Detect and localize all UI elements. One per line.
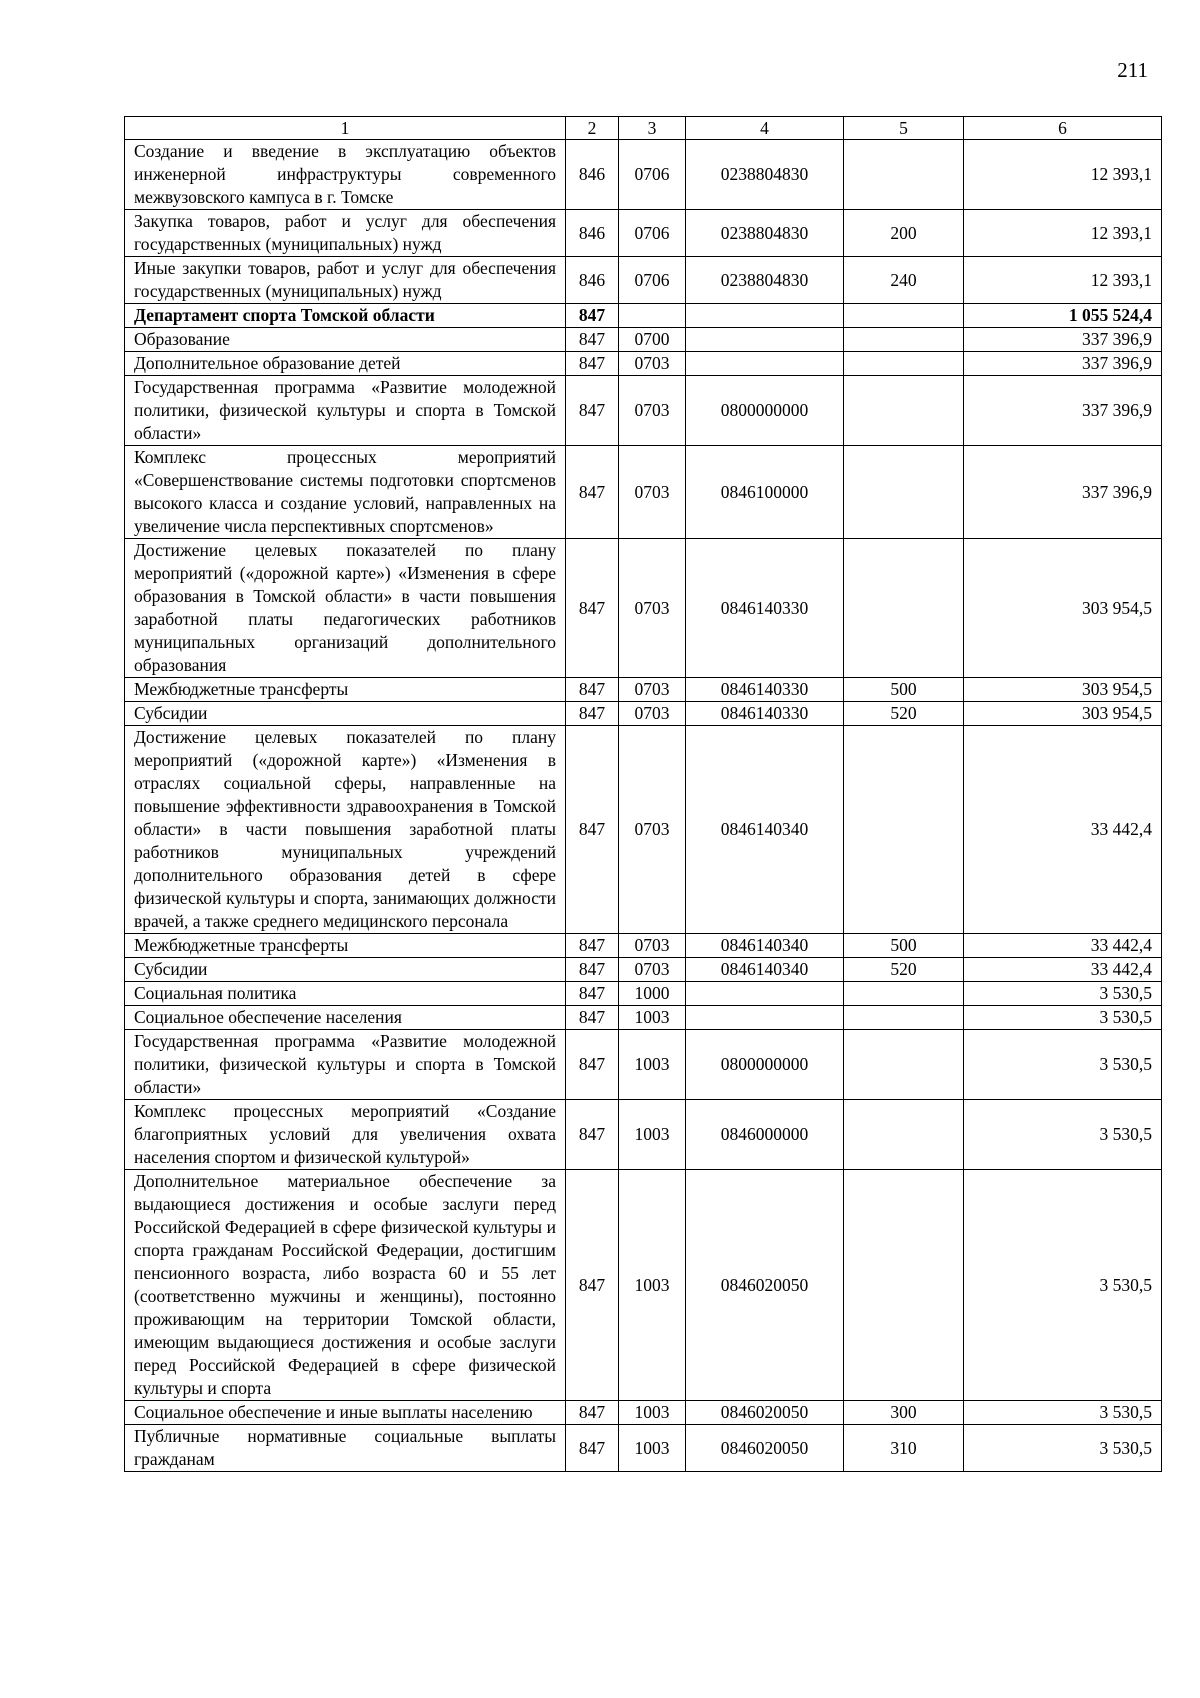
column-header: 5	[844, 117, 964, 140]
table-row	[125, 1170, 1162, 1401]
amount-cell: 3 530,5	[964, 1170, 1162, 1401]
amount-cell: 303 954,5	[964, 678, 1162, 702]
item-name-cell: Государственная программа «Развитие молодежной политики, физической культуры и спорта в Томской области»	[125, 376, 566, 446]
target-article-cell: 0846020050	[686, 1401, 844, 1425]
amount-cell: 337 396,9	[964, 376, 1162, 446]
amount-cell: 3 530,5	[964, 1425, 1162, 1472]
section-code-cell: 0703	[619, 376, 686, 446]
amount-cell: 303 954,5	[964, 702, 1162, 726]
item-name-cell: Социальное обеспечение и иные выплаты населению	[125, 1401, 566, 1425]
section-code-cell: 0706	[619, 140, 686, 210]
department-code-cell: 847	[566, 376, 619, 446]
table-row	[125, 257, 1162, 304]
target-article-cell: 0238804830	[686, 210, 844, 257]
expense-type-cell	[844, 328, 964, 352]
expense-type-cell: 300	[844, 1401, 964, 1425]
item-name-cell: Образование	[125, 328, 566, 352]
column-header: 4	[686, 117, 844, 140]
section-code-cell: 0706	[619, 210, 686, 257]
table-header-row	[125, 117, 1162, 140]
department-code-cell: 846	[566, 210, 619, 257]
section-code-cell: 0703	[619, 352, 686, 376]
amount-cell: 12 393,1	[964, 210, 1162, 257]
section-code-cell: 1003	[619, 1425, 686, 1472]
expense-type-cell	[844, 446, 964, 539]
amount-cell: 12 393,1	[964, 257, 1162, 304]
amount-cell: 3 530,5	[964, 1401, 1162, 1425]
amount-cell: 3 530,5	[964, 1100, 1162, 1170]
expense-type-cell: 200	[844, 210, 964, 257]
expense-type-cell	[844, 140, 964, 210]
table-row	[125, 678, 1162, 702]
item-name-cell: Социальная политика	[125, 982, 566, 1006]
expense-type-cell: 500	[844, 934, 964, 958]
table-row	[125, 140, 1162, 210]
section-code-cell: 0703	[619, 934, 686, 958]
section-code-cell: 0706	[619, 257, 686, 304]
table-row	[125, 376, 1162, 446]
amount-cell: 1 055 524,4	[964, 304, 1162, 328]
section-code-cell: 0703	[619, 702, 686, 726]
target-article-cell	[686, 1006, 844, 1030]
department-code-cell: 847	[566, 934, 619, 958]
table-row	[125, 1030, 1162, 1100]
department-code-cell: 847	[566, 1030, 619, 1100]
table-row	[125, 1401, 1162, 1425]
item-name-cell: Комплекс процессных мероприятий «Создание благоприятных условий для увеличения охвата населения спортом и физической культурой»	[125, 1100, 566, 1170]
department-code-cell: 846	[566, 257, 619, 304]
item-name-cell: Достижение целевых показателей по плану мероприятий («дорожной карте») «Изменения в сфере образования в Томской области» в части повышения заработной платы педагогических работников муниципальных организаций дополнительного образования	[125, 539, 566, 678]
section-code-cell: 1003	[619, 1006, 686, 1030]
department-code-cell: 847	[566, 328, 619, 352]
amount-cell: 33 442,4	[964, 726, 1162, 934]
expense-type-cell: 500	[844, 678, 964, 702]
expense-type-cell: 240	[844, 257, 964, 304]
department-code-cell: 847	[566, 982, 619, 1006]
department-code-cell: 847	[566, 726, 619, 934]
section-code-cell: 1003	[619, 1100, 686, 1170]
amount-cell: 12 393,1	[964, 140, 1162, 210]
department-code-cell: 847	[566, 958, 619, 982]
target-article-cell	[686, 982, 844, 1006]
column-header: 6	[964, 117, 1162, 140]
item-name-cell: Государственная программа «Развитие молодежной политики, физической культуры и спорта в Томской области»	[125, 1030, 566, 1100]
amount-cell: 337 396,9	[964, 328, 1162, 352]
table-row	[125, 1006, 1162, 1030]
department-code-cell: 847	[566, 446, 619, 539]
section-code-cell: 1003	[619, 1030, 686, 1100]
target-article-cell: 0846140340	[686, 934, 844, 958]
target-article-cell: 0846140340	[686, 958, 844, 982]
expense-type-cell	[844, 304, 964, 328]
department-code-cell: 847	[566, 1170, 619, 1401]
table-row	[125, 1425, 1162, 1472]
expense-type-cell	[844, 539, 964, 678]
target-article-cell: 0238804830	[686, 140, 844, 210]
column-header: 3	[619, 117, 686, 140]
target-article-cell: 0846020050	[686, 1425, 844, 1472]
amount-cell: 337 396,9	[964, 446, 1162, 539]
table-row	[125, 982, 1162, 1006]
target-article-cell: 0800000000	[686, 1030, 844, 1100]
target-article-cell: 0846140330	[686, 539, 844, 678]
department-code-cell: 847	[566, 1100, 619, 1170]
section-code-cell: 0703	[619, 539, 686, 678]
item-name-cell: Создание и введение в эксплуатацию объектов инженерной инфраструктуры современного межвузовского кампуса в г. Томске	[125, 140, 566, 210]
expense-type-cell	[844, 352, 964, 376]
target-article-cell	[686, 304, 844, 328]
amount-cell: 3 530,5	[964, 1030, 1162, 1100]
item-name-cell: Иные закупки товаров, работ и услуг для обеспечения государственных (муниципальных) нужд	[125, 257, 566, 304]
column-header: 2	[566, 117, 619, 140]
budget-table	[124, 116, 1162, 1472]
target-article-cell: 0800000000	[686, 376, 844, 446]
department-code-cell: 847	[566, 1401, 619, 1425]
item-name-cell: Субсидии	[125, 702, 566, 726]
expense-type-cell: 310	[844, 1425, 964, 1472]
table-row	[125, 1100, 1162, 1170]
target-article-cell: 0846000000	[686, 1100, 844, 1170]
section-code-cell	[619, 304, 686, 328]
section-code-cell: 0703	[619, 678, 686, 702]
table-row	[125, 328, 1162, 352]
department-code-cell: 846	[566, 140, 619, 210]
item-name-cell: Закупка товаров, работ и услуг для обеспечения государственных (муниципальных) нужд	[125, 210, 566, 257]
table-row	[125, 958, 1162, 982]
item-name-cell: Комплекс процессных мероприятий «Совершенствование системы подготовки спортсменов высокого класса и создание условий, направленных на увеличение числа перспективных спортсменов»	[125, 446, 566, 539]
section-code-cell: 0703	[619, 958, 686, 982]
table-row	[125, 304, 1162, 328]
page-number: 211	[1117, 58, 1148, 82]
expense-type-cell	[844, 982, 964, 1006]
target-article-cell: 0846020050	[686, 1170, 844, 1401]
table-row	[125, 352, 1162, 376]
item-name-cell: Публичные нормативные социальные выплаты гражданам	[125, 1425, 566, 1472]
department-code-cell: 847	[566, 678, 619, 702]
section-code-cell: 0700	[619, 328, 686, 352]
department-code-cell: 847	[566, 1425, 619, 1472]
item-name-cell: Достижение целевых показателей по плану мероприятий («дорожной карте») «Изменения в отраслях социальной сферы, направленные на повышение эффективности здравоохранения в Томской области» в части повышения заработной платы работников муниципальных учреждений дополнительного образования детей в сфере физической культуры и спорта, занимающих должности врачей, а также среднего медицинского персонала	[125, 726, 566, 934]
item-name-cell: Межбюджетные трансферты	[125, 934, 566, 958]
target-article-cell: 0846140330	[686, 702, 844, 726]
table-row	[125, 210, 1162, 257]
section-code-cell: 1000	[619, 982, 686, 1006]
item-name-cell: Департамент спорта Томской области	[125, 304, 566, 328]
expense-type-cell	[844, 376, 964, 446]
amount-cell: 337 396,9	[964, 352, 1162, 376]
item-name-cell: Социальное обеспечение населения	[125, 1006, 566, 1030]
item-name-cell: Межбюджетные трансферты	[125, 678, 566, 702]
target-article-cell: 0238804830	[686, 257, 844, 304]
department-code-cell: 847	[566, 539, 619, 678]
expense-type-cell	[844, 1006, 964, 1030]
expense-type-cell: 520	[844, 958, 964, 982]
section-code-cell: 0703	[619, 726, 686, 934]
department-code-cell: 847	[566, 1006, 619, 1030]
table-row	[125, 934, 1162, 958]
item-name-cell: Субсидии	[125, 958, 566, 982]
target-article-cell	[686, 328, 844, 352]
table-row	[125, 539, 1162, 678]
expense-type-cell	[844, 1100, 964, 1170]
expense-type-cell	[844, 726, 964, 934]
expense-type-cell	[844, 1030, 964, 1100]
table-row	[125, 702, 1162, 726]
department-code-cell: 847	[566, 702, 619, 726]
amount-cell: 33 442,4	[964, 934, 1162, 958]
amount-cell: 33 442,4	[964, 958, 1162, 982]
amount-cell: 3 530,5	[964, 982, 1162, 1006]
item-name-cell: Дополнительное материальное обеспечение за выдающиеся достижения и особые заслуги перед Российской Федерацией в сфере физической культуры и спорта гражданам Российской Федерации, достигшим пенсионного возраста, либо возраста 60 и 55 лет (соответственно мужчины и женщины), постоянно проживающим на территории Томской области, имеющим выдающиеся достижения и особые заслуги перед Российской Федерацией в сфере физической культуры и спорта	[125, 1170, 566, 1401]
section-code-cell: 1003	[619, 1401, 686, 1425]
target-article-cell: 0846140340	[686, 726, 844, 934]
target-article-cell	[686, 352, 844, 376]
item-name-cell: Дополнительное образование детей	[125, 352, 566, 376]
expense-type-cell: 520	[844, 702, 964, 726]
amount-cell: 3 530,5	[964, 1006, 1162, 1030]
department-code-cell: 847	[566, 304, 619, 328]
department-code-cell: 847	[566, 352, 619, 376]
target-article-cell: 0846140330	[686, 678, 844, 702]
section-code-cell: 1003	[619, 1170, 686, 1401]
target-article-cell: 0846100000	[686, 446, 844, 539]
section-code-cell: 0703	[619, 446, 686, 539]
column-header: 1	[125, 117, 566, 140]
table-row	[125, 446, 1162, 539]
expense-type-cell	[844, 1170, 964, 1401]
amount-cell: 303 954,5	[964, 539, 1162, 678]
table-row	[125, 726, 1162, 934]
